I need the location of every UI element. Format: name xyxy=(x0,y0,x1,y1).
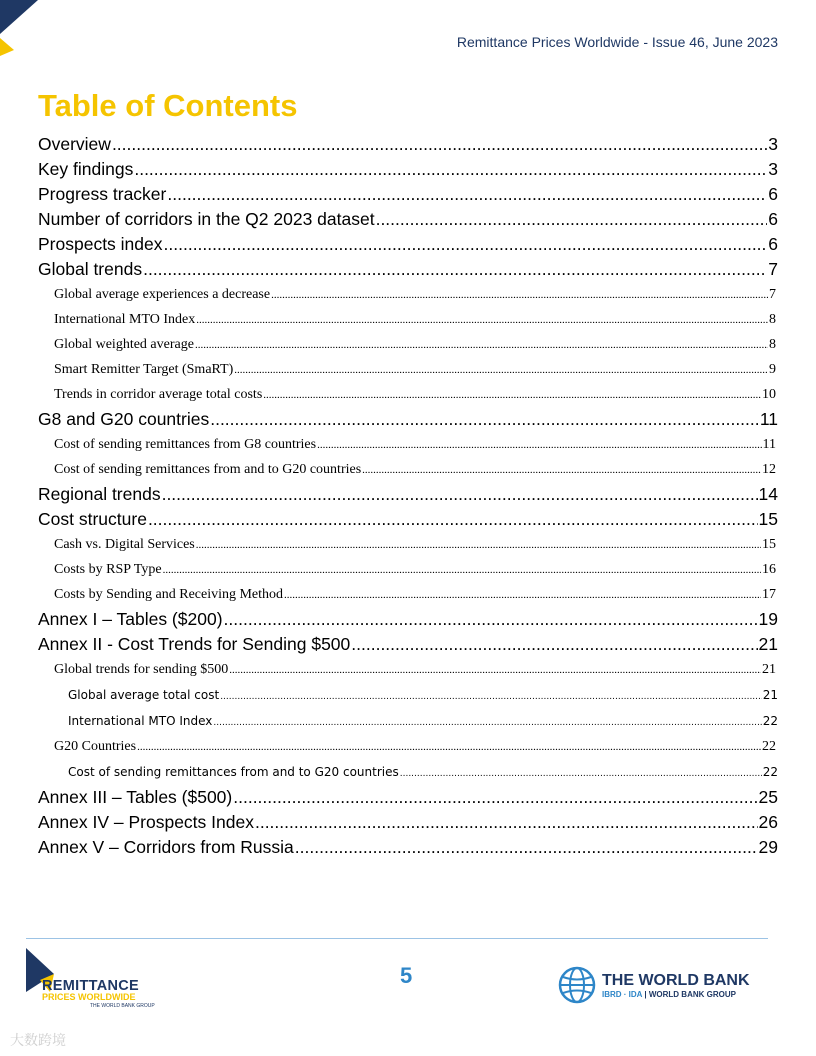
toc-entry[interactable] xyxy=(38,232,778,257)
toc-entry-page: 11 xyxy=(762,437,776,452)
world-bank-logo xyxy=(558,966,758,1006)
toc-leader-dots xyxy=(196,533,761,557)
toc-entry-page: 6 xyxy=(768,234,778,254)
toc-leader-dots xyxy=(255,810,758,835)
toc-entry[interactable] xyxy=(38,657,776,682)
toc-entry[interactable] xyxy=(38,282,776,307)
toc-entry-page: 22 xyxy=(762,765,778,779)
toc-entry-page: 29 xyxy=(758,837,778,857)
toc-entry-page: 6 xyxy=(768,184,778,204)
toc-leader-dots xyxy=(376,207,768,232)
toc-entry-label: Overview xyxy=(38,134,111,154)
toc-entry-page: 26 xyxy=(758,812,778,832)
toc-leader-dots xyxy=(284,583,761,607)
toc-entry[interactable] xyxy=(38,457,776,482)
toc-entry-page: 25 xyxy=(758,787,778,807)
toc-entry[interactable] xyxy=(38,632,778,657)
toc-entry-label: Global average experiences a decrease xyxy=(54,287,271,302)
toc-leader-dots xyxy=(220,682,762,708)
toc-entry-page: 14 xyxy=(758,484,778,504)
toc-entry-label: G8 and G20 countries xyxy=(38,409,210,429)
toc-entry-label: Cost structure xyxy=(38,509,147,529)
toc-entry-page: 22 xyxy=(762,714,778,728)
toc-leader-dots xyxy=(317,433,761,457)
toc-leader-dots xyxy=(229,658,761,682)
world-bank-sub-right: WORLD BANK GROUP xyxy=(648,990,736,999)
toc-entry-page: 6 xyxy=(768,209,778,229)
toc-leader-dots xyxy=(163,558,761,582)
toc-entry[interactable] xyxy=(38,734,776,759)
toc-entry-label: Costs by Sending and Receiving Method xyxy=(54,587,284,602)
toc-leader-dots xyxy=(362,458,761,482)
toc-entry-page: 21 xyxy=(758,634,778,654)
toc-entry-label: Regional trends xyxy=(38,484,161,504)
toc-entry-page: 21 xyxy=(762,688,778,702)
toc-entry-label: Annex IV – Prospects Index xyxy=(38,812,254,832)
toc-entry-page: 19 xyxy=(758,609,778,629)
toc-entry[interactable] xyxy=(38,357,776,382)
world-bank-sub-left: IBRD · IDA xyxy=(602,990,643,999)
toc-entry-page: 21 xyxy=(762,662,776,677)
toc-entry[interactable] xyxy=(38,607,778,632)
toc-entry-page: 15 xyxy=(762,537,776,552)
toc-entry-page: 7 xyxy=(769,287,776,302)
toc-leader-dots xyxy=(164,232,768,257)
toc-entry[interactable] xyxy=(38,835,778,860)
toc-leader-dots xyxy=(137,735,761,759)
toc-entry[interactable] xyxy=(38,332,776,357)
toc-entry[interactable] xyxy=(38,132,778,157)
toc-leader-dots xyxy=(167,182,767,207)
toc-leader-dots xyxy=(134,157,767,182)
toc-entry-label: International MTO Index xyxy=(68,714,213,728)
toc-entry[interactable] xyxy=(38,532,776,557)
toc-entry[interactable] xyxy=(38,182,778,207)
toc-entry-page: 7 xyxy=(768,259,778,279)
toc-entry-page: 16 xyxy=(762,562,776,577)
toc-entry-label: Annex I – Tables ($200) xyxy=(38,609,223,629)
toc-entry-page: 11 xyxy=(759,409,778,429)
toc-entry-label: Prospects index xyxy=(38,234,163,254)
toc-entry-label: Annex II - Cost Trends for Sending $500 xyxy=(38,634,351,654)
toc-entry-page: 15 xyxy=(758,509,778,529)
toc-entry-label: Cost of sending remittances from G8 countries xyxy=(54,437,317,452)
toc-entry[interactable] xyxy=(38,507,778,532)
toc-entry-page: 10 xyxy=(762,387,776,402)
toc-entry-page: 8 xyxy=(769,312,776,327)
toc-entry-page: 3 xyxy=(768,134,778,154)
toc-entry-label: G20 Countries xyxy=(54,739,137,754)
world-bank-globe-icon xyxy=(558,966,596,1004)
toc-entry-label: Trends in corridor average total costs xyxy=(54,387,263,402)
toc-leader-dots xyxy=(210,407,759,432)
toc-leader-dots xyxy=(196,308,768,332)
toc-entry[interactable] xyxy=(38,682,778,708)
table-of-contents xyxy=(38,132,778,860)
toc-entry[interactable] xyxy=(38,482,778,507)
watermark: 大数跨境 xyxy=(10,1033,66,1049)
toc-entry-label: Global average total cost xyxy=(68,688,220,702)
toc-leader-dots xyxy=(162,482,758,507)
toc-entry-page: 8 xyxy=(769,337,776,352)
toc-leader-dots xyxy=(148,507,758,532)
toc-leader-dots xyxy=(233,785,757,810)
toc-entry[interactable] xyxy=(38,785,778,810)
remittance-logo-title: REMITTANCE xyxy=(42,978,139,994)
corner-decoration-icon xyxy=(0,0,40,60)
toc-entry-label: Annex III – Tables ($500) xyxy=(38,787,233,807)
toc-leader-dots xyxy=(271,283,768,307)
world-bank-name: THE WORLD BANK xyxy=(602,972,750,989)
world-bank-subtitle: IBRD · IDA | WORLD BANK GROUP xyxy=(602,990,736,999)
toc-leader-dots xyxy=(295,835,758,860)
toc-entry-label: Global trends for sending $500 xyxy=(54,662,229,677)
toc-leader-dots xyxy=(400,759,762,785)
toc-entry[interactable] xyxy=(38,257,778,282)
toc-entry-label: Smart Remitter Target (SmaRT) xyxy=(54,362,234,377)
toc-entry-label: Cash vs. Digital Services xyxy=(54,537,195,552)
toc-entry-page: 9 xyxy=(769,362,776,377)
footer-divider xyxy=(26,938,768,939)
toc-entry-page: 3 xyxy=(768,159,778,179)
page-number: 5 xyxy=(400,963,413,988)
toc-entry[interactable] xyxy=(38,557,776,582)
toc-entry[interactable] xyxy=(38,382,776,407)
toc-leader-dots xyxy=(234,358,768,382)
toc-entry-page: 12 xyxy=(762,462,776,477)
toc-entry-label: Cost of sending remittances from and to G20 countries xyxy=(68,765,399,779)
toc-leader-dots xyxy=(195,333,768,357)
toc-entry-label: Key findings xyxy=(38,159,134,179)
toc-leader-dots xyxy=(143,257,767,282)
toc-entry[interactable] xyxy=(38,759,778,785)
toc-entry-label: Global trends xyxy=(38,259,143,279)
toc-entry-page: 22 xyxy=(762,739,776,754)
running-header: Remittance Prices Worldwide - Issue 46, June 2023 xyxy=(456,34,778,50)
page-title: Table of Contents xyxy=(38,88,298,123)
toc-entry[interactable] xyxy=(38,810,778,835)
toc-entry-label: Annex V – Corridors from Russia xyxy=(38,837,294,857)
toc-leader-dots xyxy=(224,607,758,632)
toc-entry[interactable] xyxy=(38,207,778,232)
toc-entry[interactable] xyxy=(38,407,778,432)
toc-entry-page: 17 xyxy=(762,587,776,602)
toc-entry[interactable] xyxy=(38,307,776,332)
remittance-logo-org: THE WORLD BANK GROUP xyxy=(90,1003,155,1009)
toc-leader-dots xyxy=(351,632,757,657)
toc-entry-label: International MTO Index xyxy=(54,312,196,327)
toc-leader-dots xyxy=(112,132,767,157)
toc-leader-dots xyxy=(263,383,761,407)
toc-entry-label: Number of corridors in the Q2 2023 dataset xyxy=(38,209,375,229)
remittance-logo-subtitle: PRICES WORLDWIDE xyxy=(42,992,136,1002)
toc-entry-label: Progress tracker xyxy=(38,184,167,204)
toc-entry[interactable] xyxy=(38,432,776,457)
toc-entry[interactable] xyxy=(38,157,778,182)
toc-entry-label: Cost of sending remittances from and to G20 countries xyxy=(54,462,362,477)
toc-entry[interactable] xyxy=(38,582,776,607)
toc-leader-dots xyxy=(213,708,761,734)
toc-entry-label: Global weighted average xyxy=(54,337,194,352)
remittance-logo xyxy=(24,948,164,1010)
toc-entry-label: Costs by RSP Type xyxy=(54,562,162,577)
toc-entry[interactable] xyxy=(38,708,778,734)
